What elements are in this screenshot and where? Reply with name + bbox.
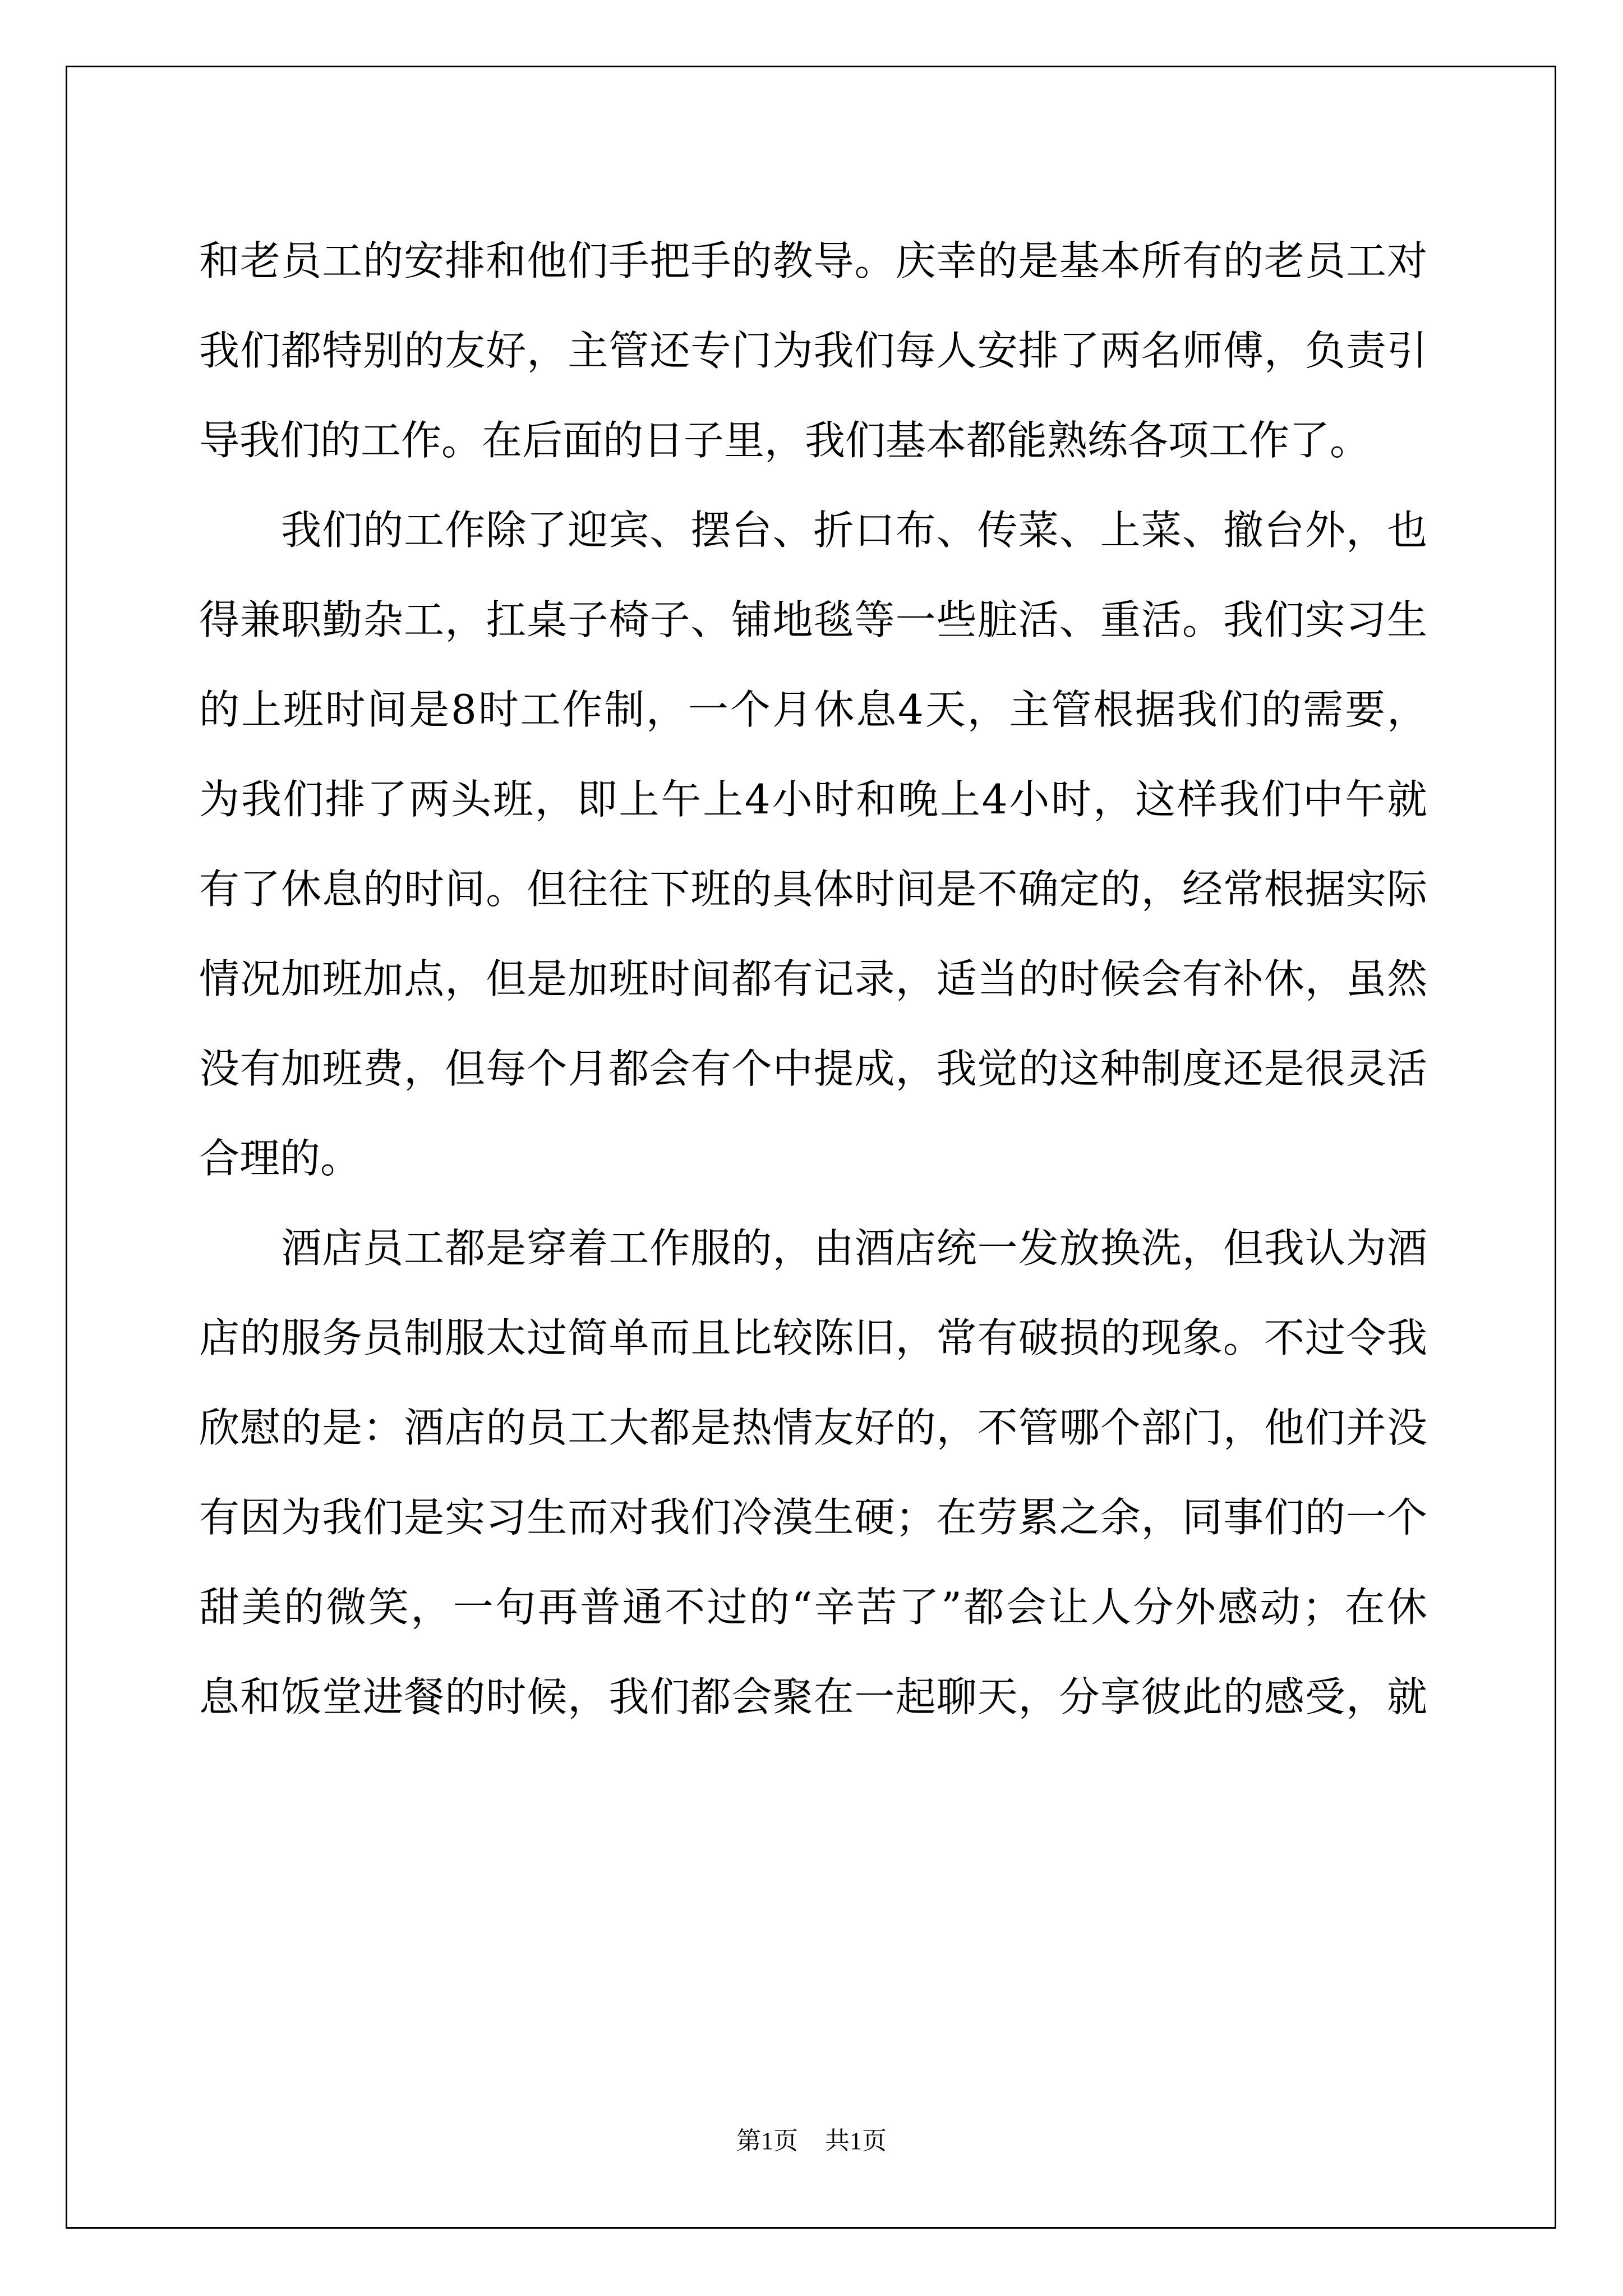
text-line: 息和饭堂进餐的时候，我们都会聚在一起聊天，分享彼此的感受，就 (199, 1673, 1427, 1720)
text-line: 导我们的工作。在后面的日子里，我们基本都能熟练各项工作了。 (199, 417, 1371, 464)
page-total: 共1页 (825, 2127, 887, 2155)
text-line: 和老员工的安排和他们手把手的教导。庆幸的是基本所有的老员工对 (199, 237, 1427, 284)
text-line: 我们的工作除了迎宾、摆台、折口布、传菜、上菜、撤台外，也 (199, 507, 1427, 554)
text-line: 没有加班费，但每个月都会有个中提成，我觉的这种制度还是很灵活 (199, 1045, 1427, 1092)
page-footer (0, 2120, 1623, 2156)
text-line: 店的服务员制服太过简单而且比较陈旧，常有破损的现象。不过令我 (199, 1314, 1427, 1361)
text-line: 得兼职勤杂工，扛桌子椅子、铺地毯等一些脏活、重活。我们实习生 (199, 596, 1427, 643)
text-line: 情况加班加点，但是加班时间都有记录，适当的时候会有补休，虽然 (199, 955, 1427, 1002)
text-line: 有因为我们是实习生而对我们冷漠生硬；在劳累之余，同事们的一个 (199, 1494, 1427, 1541)
document-body (199, 216, 1427, 1742)
text-line: 酒店员工都是穿着工作服的，由酒店统一发放换洗，但我认为酒 (199, 1225, 1427, 1272)
text-line: 为我们排了两头班，即上午上4小时和晚上4小时，这样我们中午就 (199, 776, 1427, 823)
text-line: 有了休息的时间。但往往下班的具体时间是不确定的，经常根据实际 (199, 866, 1427, 913)
text-line: 我们都特别的友好，主管还专门为我们每人安排了两名师傅，负责引 (199, 327, 1427, 374)
text-line: 的上班时间是8时工作制，一个月休息4天，主管根据我们的需要， (199, 686, 1427, 733)
text-line: 合理的。 (199, 1135, 361, 1182)
text-line: 甜美的微笑，一句再普通不过的“辛苦了”都会让人分外感动；在休 (199, 1584, 1427, 1631)
page-number: 第1页 (736, 2127, 798, 2155)
text-line: 欣慰的是：酒店的员工大都是热情友好的，不管哪个部门，他们并没 (199, 1404, 1427, 1451)
